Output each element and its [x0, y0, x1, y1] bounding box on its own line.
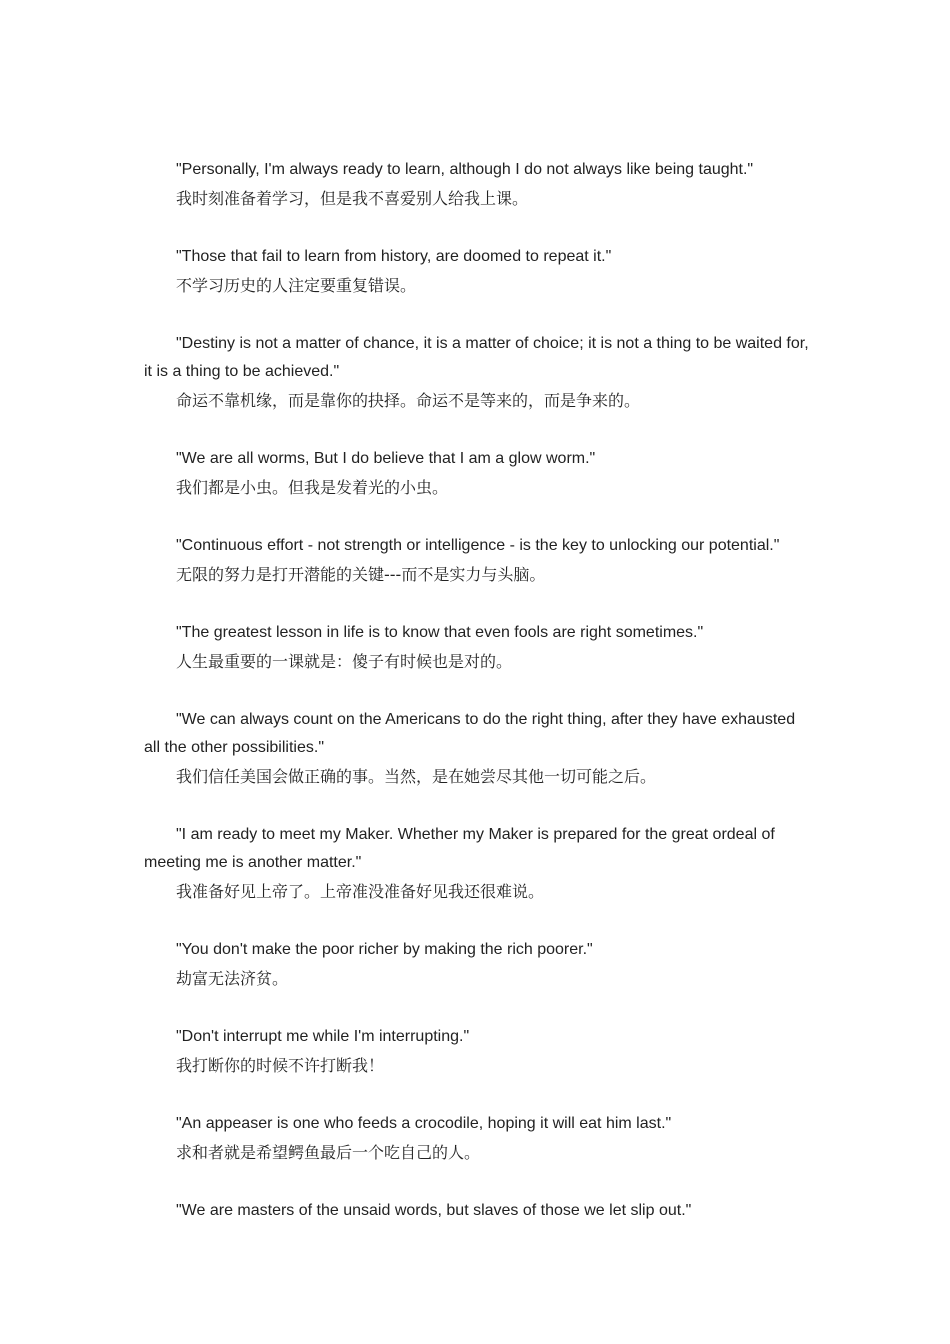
english-quote: "Destiny is not a matter of chance, it is a matter of choice; it is not a thing to be waited for, it is a thing to be achieved." — [144, 335, 809, 380]
quote-item — [144, 1023, 814, 1080]
english-quote: "Personally, I'm always ready to learn, although I do not always like being taught." — [176, 161, 754, 178]
quote-list — [144, 156, 814, 1255]
chinese-translation: 无限的努力是打开潜能的关键---而不是实力与头脑。 — [176, 565, 546, 584]
chinese-translation: 不学习历史的人注定要重复错误。 — [176, 276, 417, 295]
quote-item — [144, 243, 814, 300]
english-quote: "You don't make the poor richer by making the rich poorer." — [176, 941, 593, 958]
english-quote: "The greatest lesson in life is to know that even fools are right sometimes." — [176, 624, 704, 641]
quote-item — [144, 445, 814, 502]
quote-item — [144, 1110, 814, 1167]
chinese-translation: 命运不靠机缘，而是靠你的抉择。命运不是等来的，而是争来的。 — [176, 391, 641, 410]
quote-item — [144, 532, 814, 589]
chinese-translation: 我打断你的时候不许打断我！ — [176, 1056, 385, 1075]
english-quote: "I am ready to meet my Maker. Whether my Maker is prepared for the great ordeal of meeting me is another matter." — [144, 826, 775, 871]
english-quote: "Continuous effort - not strength or intelligence - is the key to unlocking our potential." — [176, 537, 780, 554]
quote-item — [144, 706, 814, 791]
quote-item — [144, 619, 814, 676]
chinese-translation: 我准备好见上帝了。上帝准没准备好见我还很难说。 — [176, 882, 545, 901]
chinese-translation: 我时刻准备着学习，但是我不喜爱别人给我上课。 — [176, 189, 529, 208]
english-quote: "We are all worms, But I do believe that I am a glow worm." — [176, 450, 596, 467]
chinese-translation: 我们信任美国会做正确的事。当然，是在她尝尽其他一切可能之后。 — [176, 767, 657, 786]
english-quote: "An appeaser is one who feeds a crocodile, hoping it will eat him last." — [176, 1115, 672, 1132]
english-quote: "Those that fail to learn from history, are doomed to repeat it." — [176, 248, 612, 265]
chinese-translation: 求和者就是希望鳄鱼最后一个吃自己的人。 — [176, 1143, 481, 1162]
english-quote: "Don't interrupt me while I'm interrupting." — [176, 1028, 470, 1045]
quote-item — [144, 1197, 814, 1225]
chinese-translation: 人生最重要的一课就是：傻子有时候也是对的。 — [176, 652, 513, 671]
english-quote: "We can always count on the Americans to do the right thing, after they have exhausted all the other possibilities." — [144, 711, 796, 756]
chinese-translation: 我们都是小虫。但我是发着光的小虫。 — [176, 478, 449, 497]
english-quote: "We are masters of the unsaid words, but slaves of those we let slip out." — [176, 1202, 692, 1219]
quote-item — [144, 156, 814, 213]
chinese-translation: 劫富无法济贫。 — [176, 969, 289, 988]
quote-item — [144, 821, 814, 906]
quote-item — [144, 936, 814, 993]
quote-item — [144, 330, 814, 415]
